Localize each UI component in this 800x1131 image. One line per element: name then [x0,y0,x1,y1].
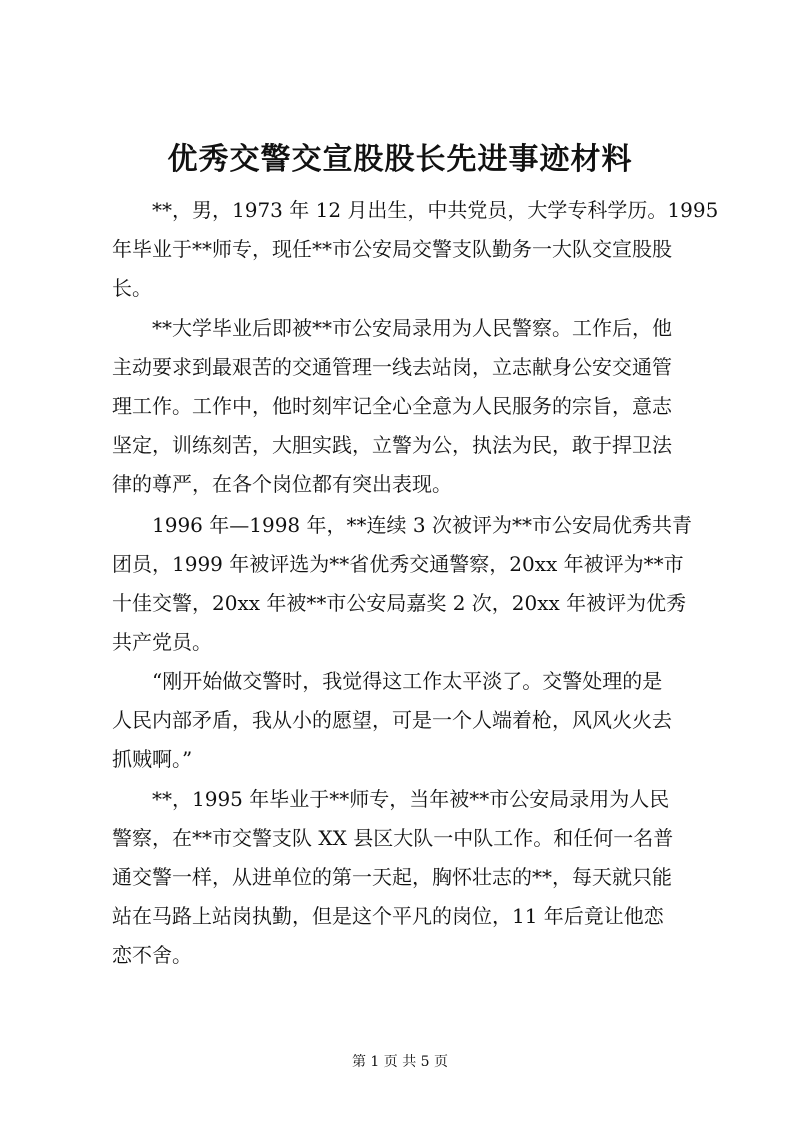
page-number-footer: 第 1 页 共 5 页 [351,1054,449,1070]
paragraph-5 [112,780,702,975]
text-line: 团员，1999 年被评选为**省优秀交通警察，20xx 年被评为**市 [112,552,684,576]
text-line: **，男，1973 年 12 月出生，中共党员，大学专科学历。1995 [152,198,719,222]
paragraph-2 [112,309,702,504]
text-line: 理工作。工作中，他时刻牢记全心全意为人民服务的宗旨，意志 [112,394,672,418]
text-line: 长。 [112,276,152,300]
text-line: 警察，在**市交警支队 XX 县区大队一中队工作。和任何一名普 [112,826,674,850]
document-title: 优秀交警交宣股股长先进事迹材料 [167,142,633,177]
paragraph-4 [112,662,702,779]
text-line: 人民内部矛盾，我从小的愿望，可是一个人端着枪，风风火火去 [112,708,672,732]
text-line: 抓贼啊。” [112,747,193,771]
paragraph-3 [112,506,702,662]
text-line: 主动要求到最艰苦的交通管理一线去站岗，立志献身公安交通管 [112,355,672,379]
text-line: 恋不舍。 [112,943,192,967]
text-line: 通交警一样，从进单位的第一天起，胸怀壮志的**，每天就只能 [112,865,672,889]
text-line: **大学毕业后即被**市公安局录用为人民警察。工作后，他 [152,316,672,340]
text-line: 十佳交警，20xx 年被**市公安局嘉奖 2 次，20xx 年被评为优秀 [112,591,687,615]
text-line: 年毕业于**师专，现任**市公安局交警支队勤务一大队交宣股股 [112,237,672,261]
text-line: 坚定，训练刻苦，大胆实践，立警为公，执法为民，敢于捍卫法 [112,433,672,457]
text-line: 共产党员。 [112,630,212,654]
text-line: 律的尊严，在各个岗位都有突出表现。 [112,472,452,496]
text-line: **，1995 年毕业于**师专，当年被**市公安局录用为人民 [152,787,670,811]
text-line: “刚开始做交警时，我觉得这工作太平淡了。交警处理的是 [152,669,663,693]
paragraph-1 [112,191,719,308]
text-line: 站在马路上站岗执勤，但是这个平凡的岗位，11 年后竟让他恋 [112,904,664,928]
text-line: 1996 年—1998 年，**连续 3 次被评为**市公安局优秀共青 [152,513,692,537]
